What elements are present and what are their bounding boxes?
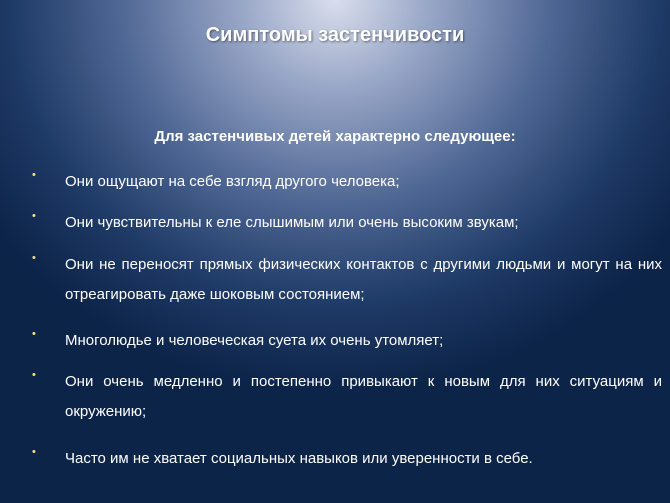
list-item-text: Они ощущают на себе взгляд другого человека; [65,173,400,190]
list-item-text: Многолюдье и человеческая суета их очень утомляет; [65,332,444,349]
list-item-text: Они очень медленно и постепенно привыкают к новым для них ситуациям и окружению; [65,373,662,420]
bullet-icon: • [32,210,36,222]
list-item-text: Они не переносят прямых физических контактов с другими людьми и могут на них отреагировать даже шоковым состоянием; [65,256,662,303]
bullet-icon: • [32,328,36,340]
bullet-icon: • [32,369,36,381]
list-item-text: Часто им не хватает социальных навыков или уверенности в себе. [65,450,533,467]
list-item-text: Они чувствительны к еле слышимым или очень высоким звукам; [65,214,519,231]
bullet-icon: • [32,169,36,181]
bullet-icon: • [32,446,36,458]
slide-title: Симптомы застенчивости [205,24,465,46]
bullet-icon: • [32,252,36,264]
slide-subtitle: Для застенчивых детей характерно следующее: [154,128,516,145]
